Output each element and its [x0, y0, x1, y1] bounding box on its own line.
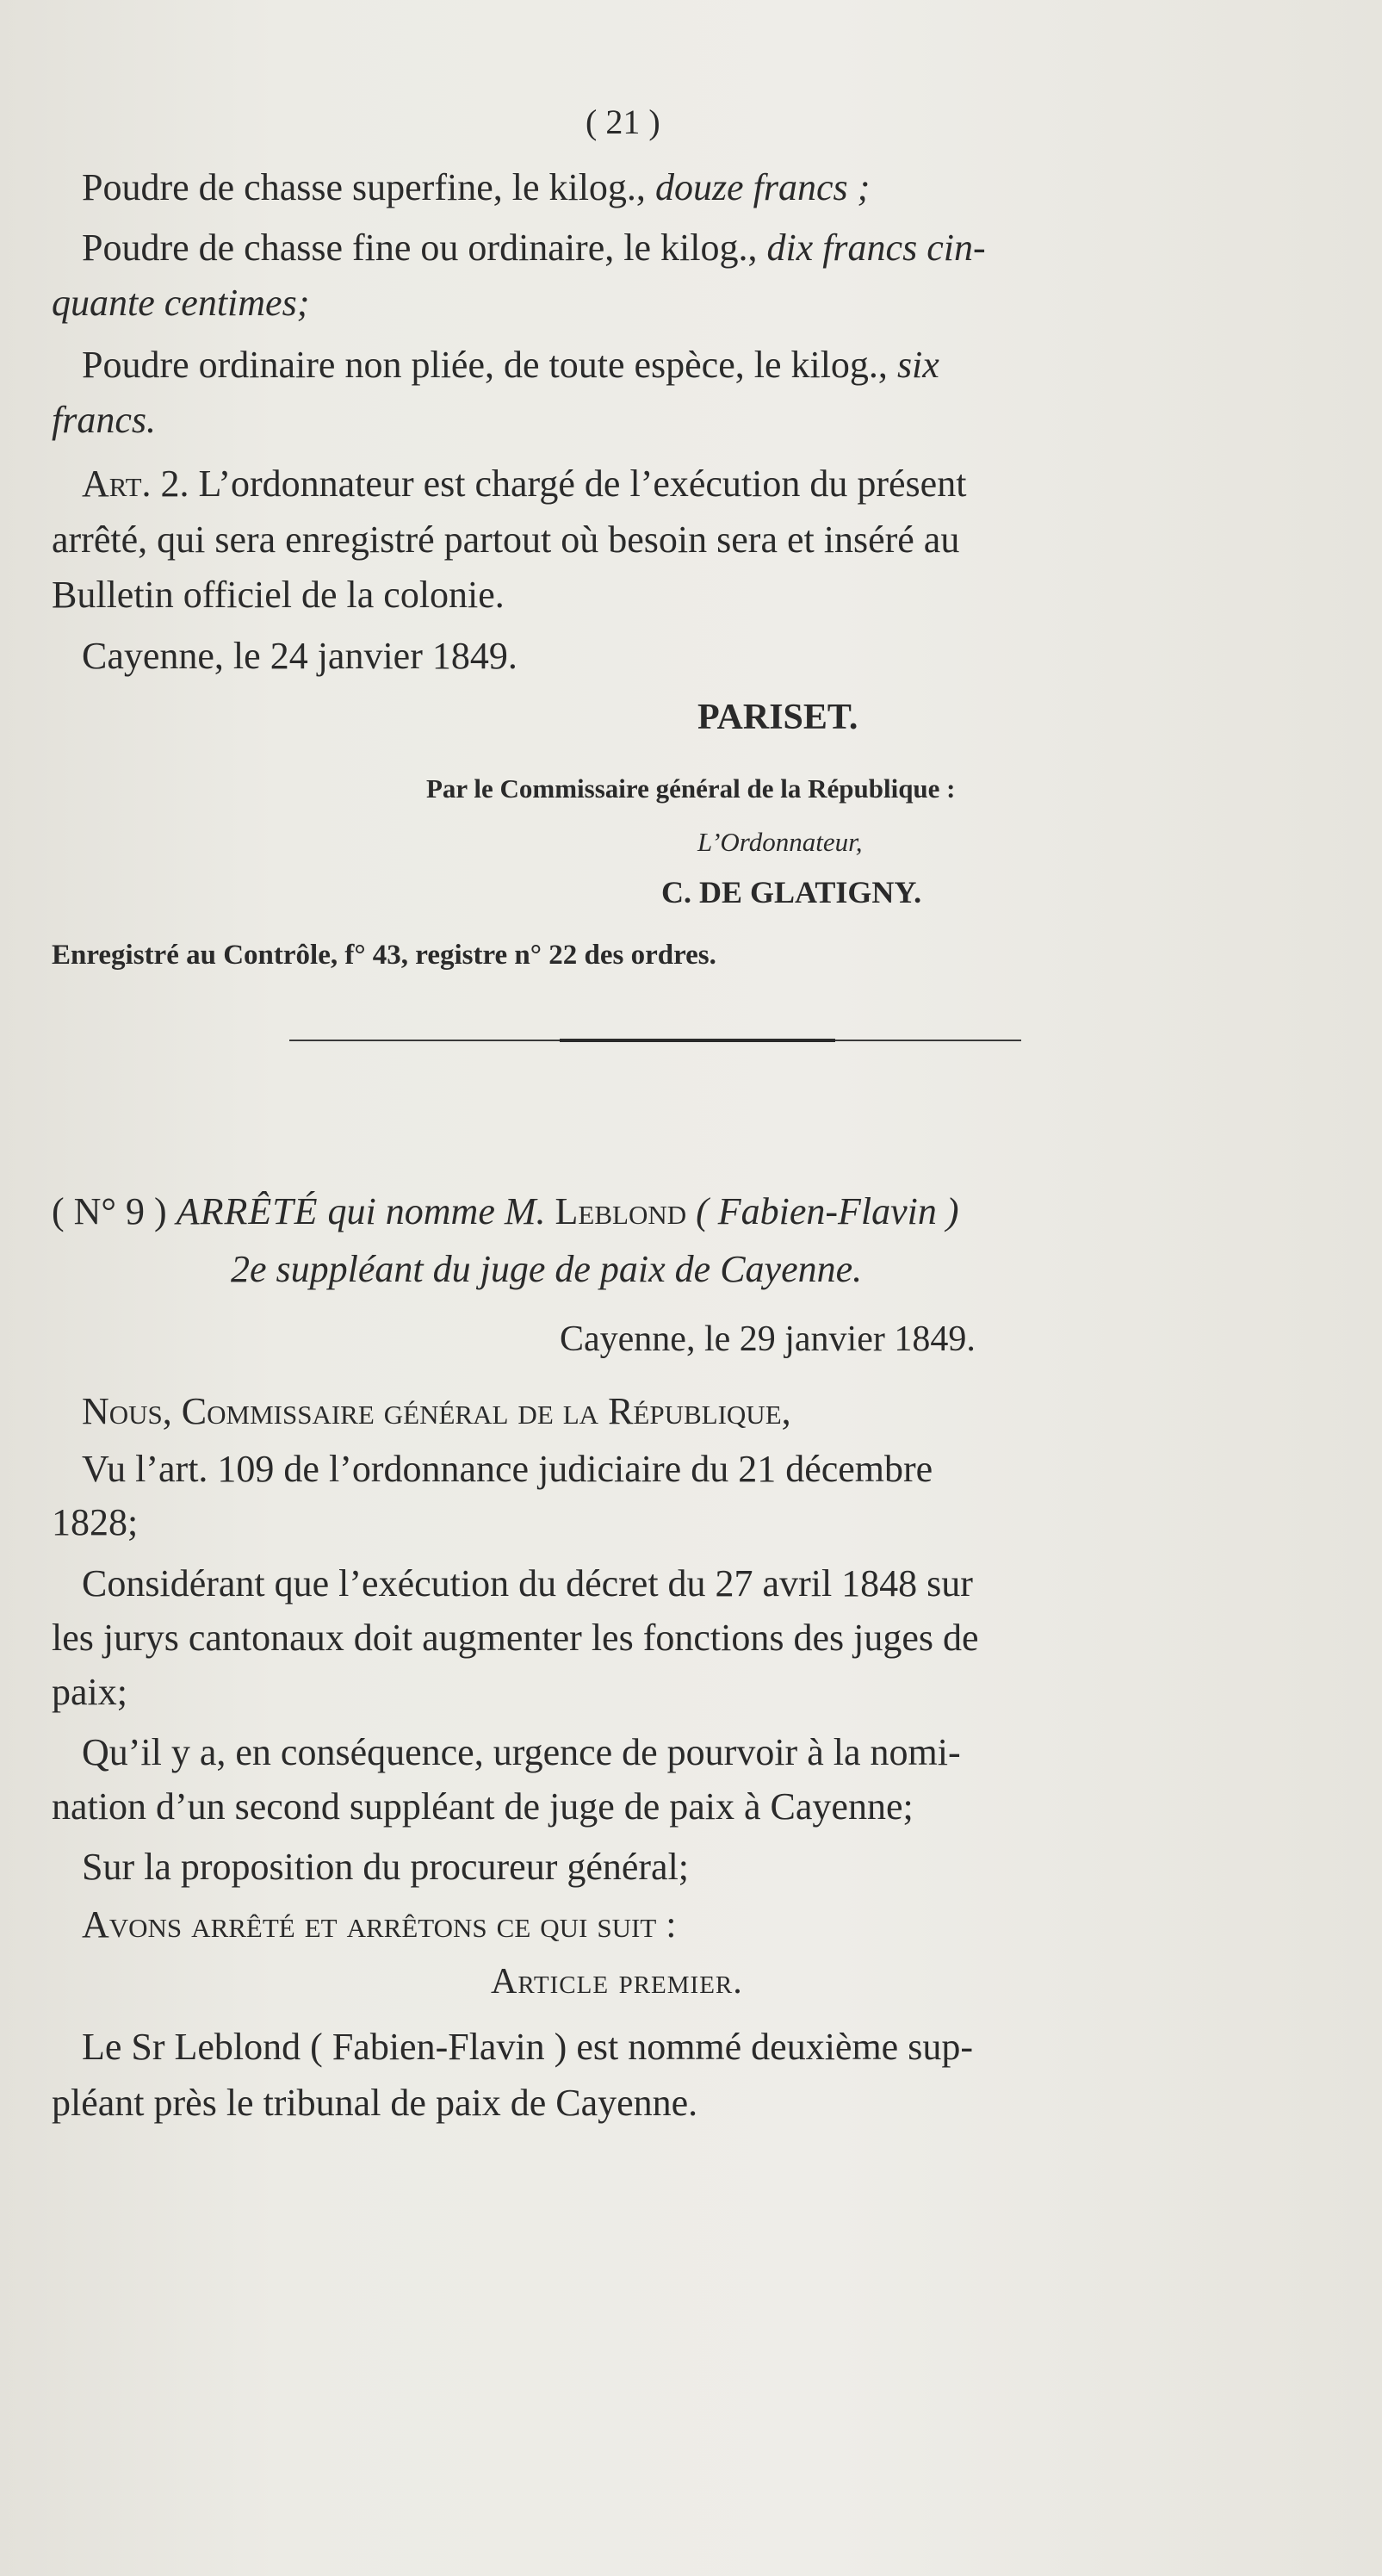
sur-line: Sur la proposition du procureur général;	[82, 1846, 690, 1888]
par-le-commissaire: Par le Commissaire général de la République :	[426, 773, 956, 804]
tariff-line-ordinaire-cont: francs.	[52, 399, 156, 441]
article-2-line-1	[82, 462, 967, 505]
arrete-person-name: Leblond	[555, 1190, 687, 1232]
tariff-item-text: Poudre ordinaire non pliée, de toute espèce, le kilog.,	[82, 344, 897, 386]
arrete-heading-line-2: 2e suppléant du juge de paix de Cayenne.	[231, 1248, 863, 1290]
article-2-label: Art. 2.	[82, 462, 189, 505]
tariff-line-ordinaire	[82, 346, 939, 384]
tariff-price: dix francs cin-	[766, 227, 986, 269]
signature-glatigny: C. DE GLATIGNY.	[661, 875, 922, 909]
tariff-price: six	[896, 344, 939, 386]
article-premier-line-1: Le Sr Leblond ( Fabien-Flavin ) est nommé deuxième sup-	[82, 2026, 973, 2068]
arrete-date: Cayenne, le 29 janvier 1849.	[560, 1319, 976, 1359]
article-2-line-2: arrêté, qui sera enregistré partout où besoin sera et inséré au	[52, 518, 960, 561]
article-premier-line-2: pléant près le tribunal de paix de Cayenne.	[52, 2082, 698, 2124]
vu-line-1: Vu l’art. 109 de l’ordonnance judiciaire du 21 décembre	[82, 1448, 933, 1490]
tariff-line-superfine	[82, 166, 871, 208]
section-divider-accent	[560, 1039, 835, 1042]
quil-line-1: Qu’il y a, en conséquence, urgence de pourvoir à la nomi-	[82, 1731, 961, 1773]
article-2-text: L’ordonnateur est chargé de l’exécution du présent	[189, 462, 967, 505]
arrete-title-cont: qui nomme M.	[318, 1190, 555, 1232]
date-line: Cayenne, le 24 janvier 1849.	[82, 635, 517, 677]
vu-line-2: 1828;	[52, 1501, 139, 1543]
ordonnateur-title: L’Ordonnateur,	[697, 827, 863, 857]
tariff-line-fine-cont: quante centimes;	[52, 282, 310, 324]
tariff-line-fine	[82, 229, 986, 267]
arrete-number: ( N° 9 )	[52, 1190, 167, 1232]
arrete-person-forenames: ( Fabien-Flavin )	[686, 1190, 959, 1232]
avons-line: Avons arrêté et arrêtons ce qui suit :	[82, 1903, 677, 1946]
page-number: ( 21 )	[586, 102, 660, 141]
tariff-item-text: Poudre de chasse fine ou ordinaire, le kilog.,	[82, 227, 767, 269]
signature-pariset: PARISET.	[697, 698, 858, 737]
nous-line: Nous, Commissaire général de la République,	[82, 1390, 791, 1432]
considerant-line-1: Considérant que l’exécution du décret du 27 avril 1848 sur	[82, 1562, 973, 1605]
considerant-line-2: les jurys cantonaux doit augmenter les fonctions des juges de	[52, 1617, 979, 1659]
article-2-line-3: Bulletin officiel de la colonie.	[52, 574, 505, 616]
arrete-title: ARRÊTÉ	[176, 1190, 319, 1232]
registration-note: Enregistré au Contrôle, f° 43, registre n° 22 des ordres.	[52, 940, 716, 971]
quil-line-2: nation d’un second suppléant de juge de paix à Cayenne;	[52, 1785, 914, 1828]
tariff-price: douze francs ;	[654, 166, 871, 208]
article-premier-heading: Article premier.	[491, 1962, 743, 2002]
considerant-line-3: paix;	[52, 1671, 127, 1713]
arrete-heading-line-1	[52, 1190, 959, 1232]
tariff-item-text: Poudre de chasse superfine, le kilog.,	[82, 166, 655, 208]
